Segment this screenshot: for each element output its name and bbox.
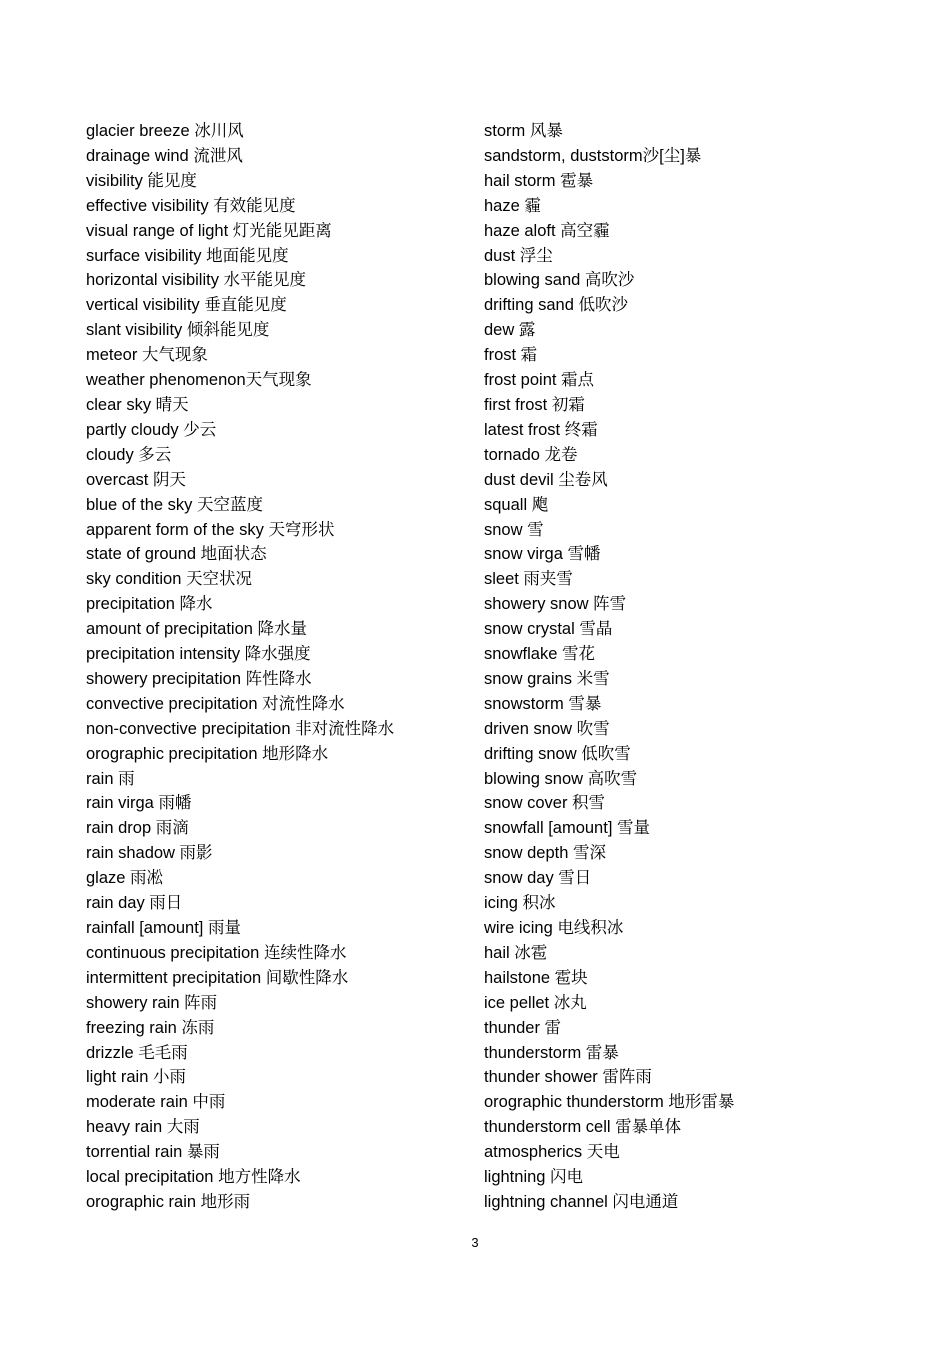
glossary-term: atmospherics 天电 bbox=[484, 1143, 620, 1162]
glossary-term: snow day 雪日 bbox=[484, 869, 592, 888]
glossary-term: slant visibility 倾斜能见度 bbox=[86, 321, 270, 340]
glossary-term: thunder 雷 bbox=[484, 1018, 562, 1037]
glossary-term: hailstone 雹块 bbox=[484, 968, 588, 987]
glossary-term: thunder shower 雷阵雨 bbox=[484, 1068, 652, 1087]
glossary-term: rain drop 雨滴 bbox=[86, 819, 189, 838]
glossary-term: showery precipitation 阵性降水 bbox=[86, 669, 312, 688]
glossary-term: snow virga 雪幡 bbox=[484, 545, 601, 564]
glossary-term: blowing snow 高吹雪 bbox=[484, 769, 638, 788]
glossary-term: blue of the sky 天空蓝度 bbox=[86, 495, 263, 514]
glossary-term: rain virga 雨幡 bbox=[86, 794, 192, 813]
glossary-term: storm 风暴 bbox=[484, 122, 563, 140]
glossary-term: drifting snow 低吹雪 bbox=[484, 744, 631, 763]
glossary-term: thunderstorm 雷暴 bbox=[484, 1043, 619, 1062]
glossary-term: orographic precipitation 地形降水 bbox=[86, 744, 329, 763]
glossary-term: dust 浮尘 bbox=[484, 246, 553, 265]
glossary-term: rainfall [amount] 雨量 bbox=[86, 919, 241, 937]
glossary-term: snow cover 积雪 bbox=[484, 794, 606, 813]
glossary-term: apparent form of the sky 天穹形状 bbox=[86, 520, 335, 539]
glossary-term: haze 霾 bbox=[484, 196, 541, 215]
glossary-term: drifting sand 低吹沙 bbox=[484, 296, 628, 315]
glossary-term: state of ground 地面状态 bbox=[86, 545, 267, 564]
glossary-term: snow 雪 bbox=[484, 520, 544, 539]
page-number: 3 bbox=[471, 1235, 479, 1250]
glossary-term: surface visibility 地面能见度 bbox=[86, 246, 289, 265]
glossary-term: frost 霜 bbox=[484, 346, 538, 365]
glossary-term: squall 飑 bbox=[484, 495, 549, 514]
glossary-term: torrential rain 暴雨 bbox=[86, 1143, 220, 1162]
glossary-term: convective precipitation 对流性降水 bbox=[86, 694, 345, 713]
glossary-term: dust devil 尘卷风 bbox=[484, 470, 608, 489]
glossary-term: effective visibility 有效能见度 bbox=[86, 196, 296, 215]
glossary-term: glaze 雨凇 bbox=[86, 869, 164, 888]
glossary-term: icing 积冰 bbox=[484, 894, 556, 913]
glossary-term: showery snow 阵雪 bbox=[484, 595, 627, 614]
glossary-term: showery rain 阵雨 bbox=[86, 993, 218, 1012]
glossary-term: overcast 阴天 bbox=[86, 470, 186, 489]
glossary-term: snow depth 雪深 bbox=[484, 844, 606, 863]
glossary-term: drizzle 毛毛雨 bbox=[86, 1043, 188, 1062]
glossary-term: amount of precipitation 降水量 bbox=[86, 620, 308, 639]
glossary-term: hail 冰雹 bbox=[484, 943, 548, 962]
glossary-term: first frost 初霜 bbox=[484, 395, 585, 414]
glossary-term: drainage wind 流泄风 bbox=[86, 146, 243, 165]
glossary-term: vertical visibility 垂直能见度 bbox=[86, 296, 287, 315]
glossary-term: precipitation 降水 bbox=[86, 595, 213, 614]
glossary-term: horizontal visibility 水平能见度 bbox=[86, 271, 307, 290]
glossary-term: weather phenomenon天气现象 bbox=[86, 371, 312, 390]
glossary-term: tornado 龙卷 bbox=[484, 445, 578, 464]
glossary-term: lightning channel 闪电通道 bbox=[484, 1192, 679, 1211]
glossary-term: snowflake 雪花 bbox=[484, 645, 595, 664]
glossary-term: orographic rain 地形雨 bbox=[86, 1192, 251, 1211]
glossary-term: meteor 大气现象 bbox=[86, 346, 208, 365]
glossary-term: sandstorm, duststorm沙[尘]暴 bbox=[484, 146, 702, 165]
glossary-term: precipitation intensity 降水强度 bbox=[86, 645, 311, 664]
glossary-term: clear sky 晴天 bbox=[86, 395, 189, 414]
glossary-term: partly cloudy 少云 bbox=[86, 420, 217, 439]
glossary-term: latest frost 终霜 bbox=[484, 420, 598, 439]
glossary-term: dew 露 bbox=[484, 321, 536, 340]
glossary-term: cloudy 多云 bbox=[86, 445, 172, 464]
glossary-term: wire icing 电线积冰 bbox=[484, 919, 624, 937]
glossary-term: non-convective precipitation 非对流性降水 bbox=[86, 719, 395, 738]
glossary-term: snow crystal 雪晶 bbox=[484, 620, 613, 639]
glossary-term: frost point 霜点 bbox=[484, 371, 595, 390]
glossary-term: intermittent precipitation 间歇性降水 bbox=[86, 968, 349, 987]
glossary-term: visibility 能见度 bbox=[86, 171, 197, 190]
glossary-term: lightning 闪电 bbox=[484, 1168, 584, 1187]
glossary-term: light rain 小雨 bbox=[86, 1068, 186, 1087]
glossary-term: sleet 雨夹雪 bbox=[484, 570, 573, 589]
glossary-term: driven snow 吹雪 bbox=[484, 719, 610, 738]
glossary-term: blowing sand 高吹沙 bbox=[484, 271, 635, 290]
glossary-term: glacier breeze 冰川风 bbox=[86, 122, 244, 140]
glossary-term: snowfall [amount] 雪量 bbox=[484, 819, 650, 838]
glossary-column-right bbox=[484, 119, 904, 1215]
glossary-term: orographic thunderstorm 地形雷暴 bbox=[484, 1093, 735, 1112]
glossary-term: moderate rain 中雨 bbox=[86, 1093, 226, 1112]
glossary-term: continuous precipitation 连续性降水 bbox=[86, 943, 347, 962]
glossary-term: freezing rain 冻雨 bbox=[86, 1018, 215, 1037]
glossary-term: thunderstorm cell 雷暴单体 bbox=[484, 1118, 682, 1137]
glossary-term: rain 雨 bbox=[86, 769, 135, 788]
glossary-term: rain shadow 雨影 bbox=[86, 844, 213, 863]
glossary-term: haze aloft 高空霾 bbox=[484, 221, 610, 240]
glossary-term: rain day 雨日 bbox=[86, 894, 183, 913]
glossary-term: visual range of light 灯光能见距离 bbox=[86, 221, 332, 240]
glossary-term: snowstorm 雪暴 bbox=[484, 694, 602, 713]
glossary-term: sky condition 天空状况 bbox=[86, 570, 252, 589]
glossary-term: snow grains 米雪 bbox=[484, 669, 610, 688]
glossary-term: hail storm 雹暴 bbox=[484, 171, 594, 190]
glossary-term: local precipitation 地方性降水 bbox=[86, 1168, 301, 1187]
glossary-term: heavy rain 大雨 bbox=[86, 1118, 200, 1137]
glossary-term: ice pellet 冰丸 bbox=[484, 993, 587, 1012]
glossary-column-left bbox=[86, 119, 466, 1215]
